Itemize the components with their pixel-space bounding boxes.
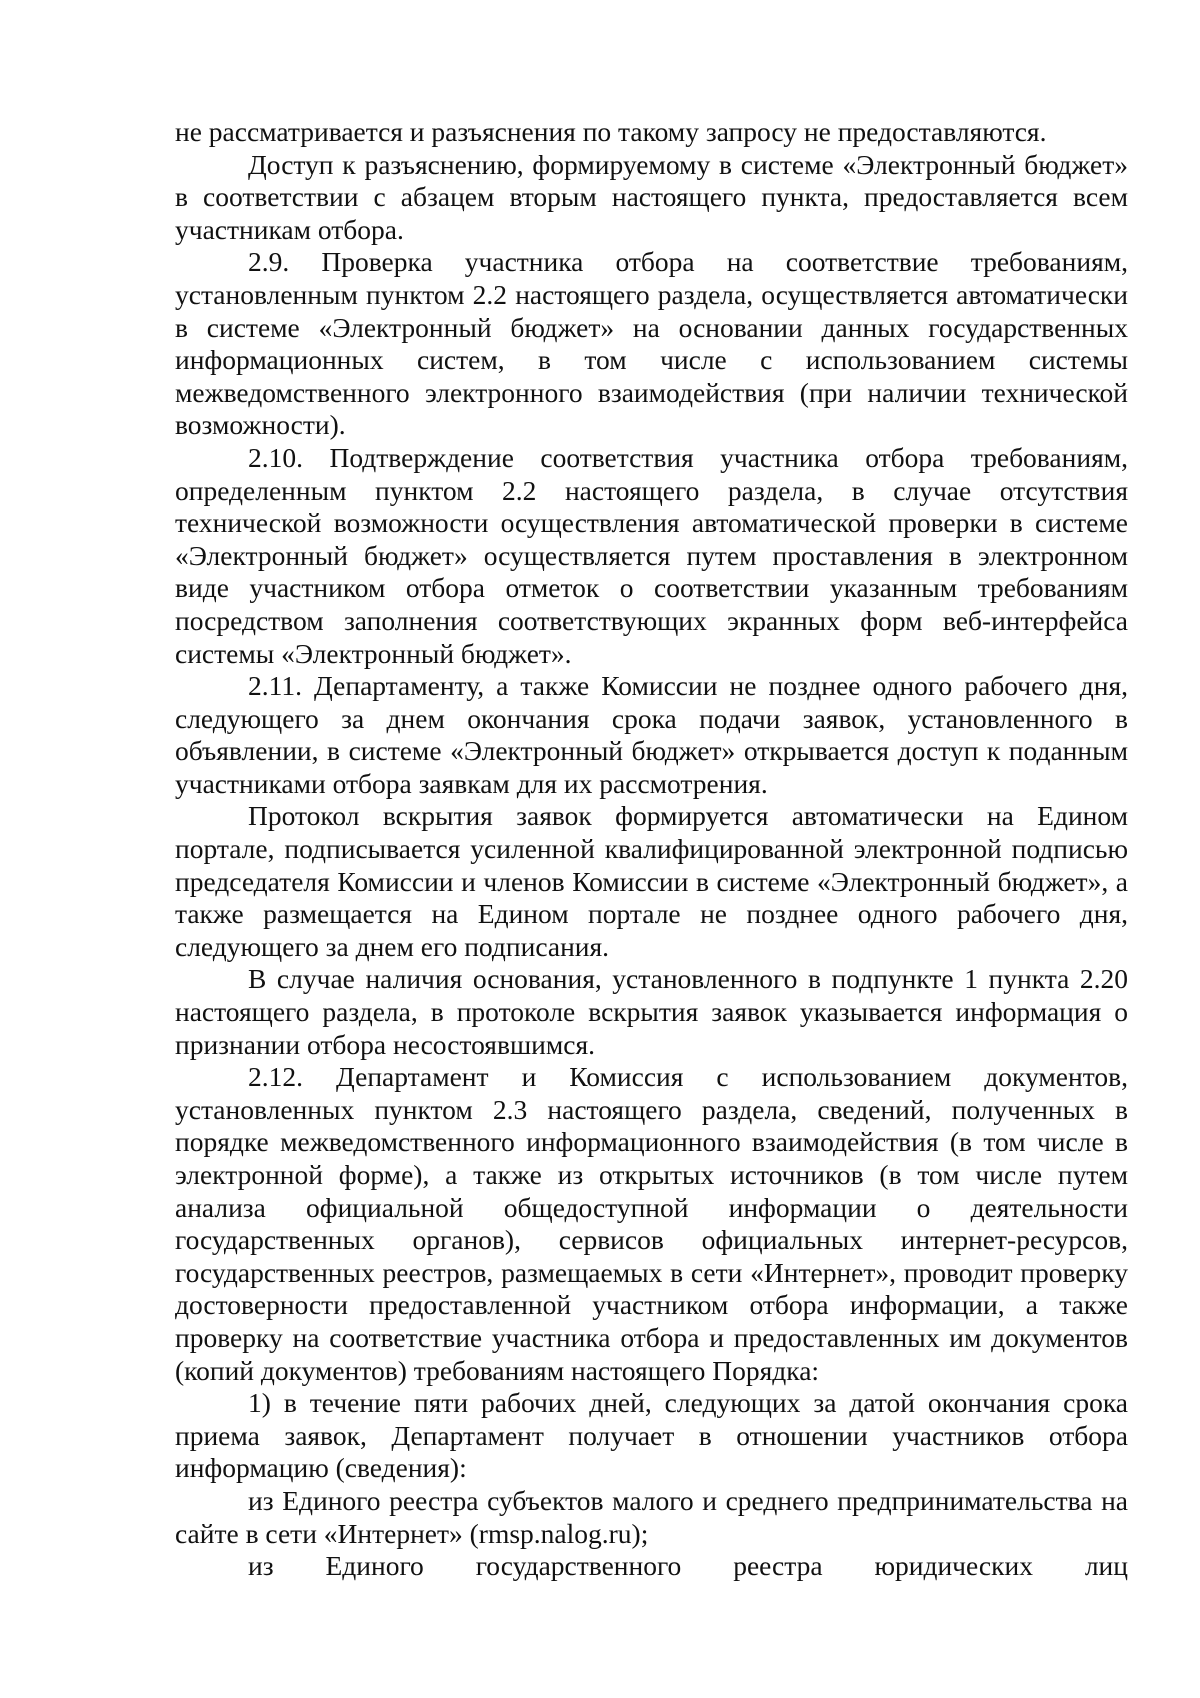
paragraph-2-10: 2.10. Подтверждение соответствия участника отбора требованиям, определенным пунктом 2.2 настоящего раздела, в случае отсутствия технической возможности осуществления автоматической проверки в системе «Электронный бюджет» осуществляется путем проставления в электронном виде участником отбора отметок о соответствии указанным требованиям посредством заполнения соответствующих экранных форм веб-интерфейса системы «Электронный бюджет». xyxy=(175,441,1128,669)
paragraph-2-12: 2.12. Департамент и Комиссия с использованием документов, установленных пунктом 2.3 настоящего раздела, сведений, полученных в порядке межведомственного информационного взаимодействия (в том числе в электронной форме), а также из открытых источников (в том числе путем анализа официальной общедоступной информации о деятельности государственных органов), сервисов официальных интернет-ресурсов, государственных реестров, размещаемых в сети «Интернет», проводит проверку достоверности предоставленной участником отбора информации, а также проверку на соответствие участника отбора и предоставленных им документов (копий документов) требованиям настоящего Порядка: xyxy=(175,1061,1128,1386)
paragraph-opening-protocol: Протокол вскрытия заявок формируется автоматически на Едином портале, подписывается усиленной квалифицированной электронной подписью председателя Комиссии и членов Комиссии в системе «Электронный бюджет», а также размещается на Едином портале не позднее одного рабочего дня, следующего за днем его подписания. xyxy=(175,800,1128,962)
paragraph-legal-entities-registry: из Единого государственного реестра юридических лиц xyxy=(248,1550,1128,1582)
paragraph-continuation: не рассматривается и разъяснения по такому запросу не предоставляются. xyxy=(175,116,1047,147)
paragraph-2-9: 2.9. Проверка участника отбора на соответствие требованиям, установленным пунктом 2.2 настоящего раздела, осуществляется автоматически в системе «Электронный бюджет» на основании данных государственных информационных систем, в том числе с использованием системы межведомственного электронного взаимодействия (при наличии технической возможности). xyxy=(175,246,1128,441)
paragraph-clarification-access: Доступ к разъяснению, формируемому в системе «Электронный бюджет» в соответствии с абзацем вторым настоящего пункта, предоставляется всем участникам отбора. xyxy=(175,148,1128,245)
paragraph-sme-registry: из Единого реестра субъектов малого и среднего предпринимательства на сайте в сети «Интернет» (rmsp.nalog.ru); xyxy=(175,1484,1128,1549)
paragraph-item-1: 1) в течение пяти рабочих дней, следующих за датой окончания срока приема заявок, Департамент получает в отношении участников отбора информацию (сведения): xyxy=(175,1387,1128,1484)
paragraph-2-11: 2.11. Департаменту, а также Комиссии не позднее одного рабочего дня, следующего за днем окончания срока подачи заявок, установленного в объявлении, в системе «Электронный бюджет» открывается доступ к поданным участниками отбора заявкам для их рассмотрения. xyxy=(175,670,1128,799)
document-body xyxy=(175,116,1128,1583)
paragraph-failed-selection: В случае наличия основания, установленного в подпункте 1 пункта 2.20 настоящего раздела, в протоколе вскрытия заявок указывается информация о признании отбора несостоявшимся. xyxy=(175,963,1128,1060)
